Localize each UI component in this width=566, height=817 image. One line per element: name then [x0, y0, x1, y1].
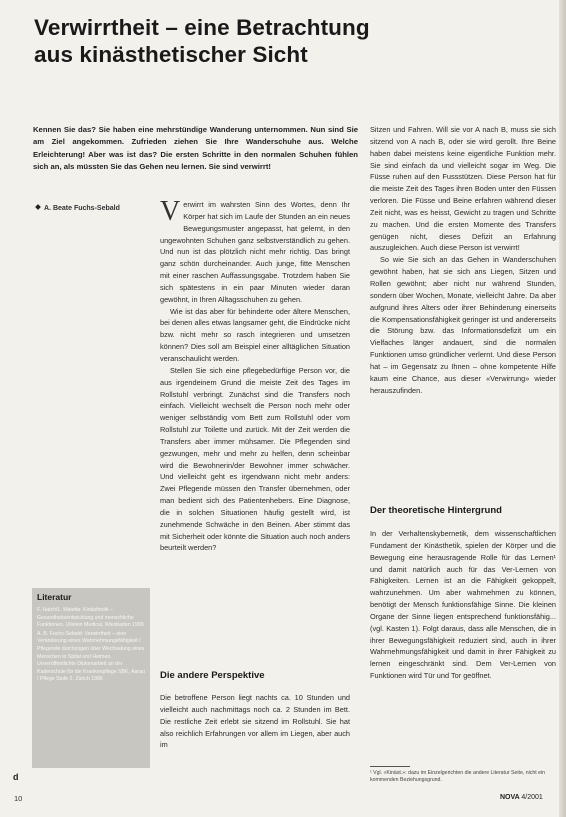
article-intro: Kennen Sie das? Sie haben eine mehrstündige Wanderung unternommen. Nun sind Sie am Ziel angekommen. Zufrieden ziehen Sie Ihre Wanderschuhe aus. Welche Erleichterung! Aber was ist das? Die ersten Schritte in den normalen Schuhen fühlen sich an, als müssten Sie das Gehen neu lernen. Sie sind verwirrt! [33, 125, 358, 171]
drop-cap: V [160, 196, 181, 227]
paragraph [160, 196, 350, 306]
literature-heading: Literatur [37, 592, 72, 602]
section-heading-perspective: Die andere Perspektive [160, 670, 265, 681]
page-edge [559, 0, 566, 817]
paragraph: Die betroffene Person liegt nachts ca. 10 Stunden und vielleicht auch nachmittags noch ca. 2 Stunden im Bett. Die restliche Zeit erlebt sie sitzend im Rollstuhl. Sie hat also reichlich Erfahrungen vor allem im Liegen, aber auch im [160, 693, 350, 750]
paragraph: So wie Sie sich an das Gehen in Wanderschuhen gewöhnt haben, hat sie sich ans Liegen, Sitzen und Rollen gewöhnt; aber nicht nur während Stunden, sondern über Wochen, Monate, vielleicht Jahre. Da aber aufgrund ihres Alters oder ihrer Behinderung einerseits die Kompensationsfähigkeit geringer ist und andererseits die Störung bzw. das Informationsdefizit um ein Vielfaches länger andauert, sind die normalen Funktionen umso gründlicher verlernt. Und diese Person hat – im Gegensatz zu Ihnen – ohne kompetente Hilfe kaum eine Chance, aus dieser «Verwirrung» wieder herauszufinden. [370, 255, 556, 395]
author-byline [36, 204, 154, 214]
brand-name: NOVA [500, 794, 520, 801]
body-column-right-lower [370, 528, 556, 682]
brand-issue: 4/2001 [521, 794, 543, 801]
magazine-brand [500, 794, 543, 801]
body-column-middle-lower [160, 692, 350, 751]
byline-bullet-icon [35, 204, 41, 210]
paragraph: Wie ist das aber für behinderte oder ältere Menschen, bei denen alles etwas langsamer geht, die Eindrücke nicht bzw. nicht mehr so rasch integrieren und umsetzen können? Dies soll am Beispiel einer alltäglichen Situation veranschaulicht werden. [160, 306, 350, 363]
section-heading-hintergrund: Der theoretische Hintergrund [370, 505, 502, 516]
literature-item: A. B. Fuchs-Sebald: Verwirrtheit – eine Veränderung eines Wahrnehmungsfähigkeit / Pflegende durchzogen über Wechselung eines Menschen in Spital und Heimen. Unveröffentlichte Diplomarbeit an der Kaderschule für die Krankenpflege SBK, Aarau / Pflege Stufe 2, Zürich 1996 [37, 630, 145, 683]
paragraph-text: erwirrt im wahrsten Sinn des Wortes, denn Ihr Körper hat sich im Laufe der Stunden an ein neues Bewegungsmuster angepasst, hat gelernt, in den ungewohnten Schuhen ganz selbstverständlich zu gehen. Und nun ist das plötzlich nicht mehr richtig. Das bringt ganz schön durcheinander. Auch junge, fitte Menschen mit einer raschen Auffassungsgabe. Trotzdem haben Sie sich spätestens in ein paar Minuten wieder daran gewöhnt, in Ihren Alltagsschuhen zu gehen. [160, 200, 350, 304]
paragraph: In der Verhaltenskybernetik, dem wissenschaftlichen Fundament der Kinästhetik, spielen der Körper und die Bewegung eine herausragende Rolle für das Lernen¹ und damit natürlich auch für das Ver-Lernen von Fähigkeiten. Lernen ist an die Fähigkeit gekoppelt, wahrzunehmen. Um aber wahrnehmen zu können, benötigt der Mensch funktionsfähige Sinne. Die kleinen Organe der Sinne liegen entsprechend funktionsfähig... (vgl. Kasten 1). Folgt daraus, dass alle Menschen, die in ihrer Bewegungsfähigkeit reduziert sind, auch in ihrer Wahrnehmungsfähigkeit und damit in ihrer Fähigkeit zu lernen eingeschränkt sind. Dem Ver-Lernen von Funktionen wird Tür und Tor geöffnet. [370, 529, 556, 681]
literature-item: F. Hatch/L. Maietta: Kinästhetik – Gesundheitsentwicklung und menschliche Funktionen. Ullstein Medical, Wiesbaden 1999 [37, 607, 144, 629]
literature-list [37, 607, 147, 685]
body-column-middle [160, 196, 350, 554]
literature-box [32, 588, 150, 768]
body-column-right [370, 124, 556, 396]
footnote-divider [370, 766, 410, 767]
page-number: 10 [14, 794, 23, 803]
corner-mark: d [13, 772, 19, 782]
paragraph: Stellen Sie sich eine pflegebedürftige Person vor, die aus irgendeinem Grund die meiste Zeit des Tages im Rollstuhl verbringt. Zunächst sind die Transfers noch einfach. Vielleicht wechselt die Person noch mehr oder weniger selbständig vom Bett zum Rollstuhl oder vom Rollstuhl zur Toilette und zurück. Mit der Zeit werden die Transfers aber immer mühsamer. Die Pflegenden sind gezwungen, mehr und mehr zu helfen, denn scheinbar wird die Bewohnerin/der Bewohner immer schwächer. Und vielleicht geht es irgendwann nicht mehr anders: Zwei Pflegende müssen den Transfer übernehmen, oder man bedient sich des Patientenhebers. Eine Diagnose, die in solchen Situationen häufig gestellt wird, ist zunehmende Schwäche in den Beinen. Aber stimmt das mit Sicherheit oder könnte die Situation auch noch anders beurteilt werden? [160, 365, 350, 553]
footnote: ¹ Vgl. «Kinäst.»: dazu im Einzelgerichten die andere Literatur Seite, nicht ein kommenden Beziehungsgrund. [370, 770, 546, 783]
title-line-1: Verwirrtheit – eine Betrachtung [34, 15, 370, 40]
author-name: A. Beate Fuchs-Sebald [44, 205, 120, 212]
article-title [34, 14, 554, 68]
title-line-2: aus kinästhetischer Sicht [34, 42, 308, 67]
paragraph: Sitzen und Fahren. Will sie vor A nach B, muss sie sich sitzend von A nach B, oder sie wird gerollt. Ihre Beine haben dabei meistens keine eigentliche Funktion mehr. Sie sind einfach da und vielleicht sogar im Weg. Die Füsse ruhen auf den Fussstützen. Diese Person hat für die meiste Zeit des Tages ihren Boden unter den Füssen verloren. Die Füsse und Beine erfahren während dieser Zeit nicht, was es heisst, Gewicht zu tragen und Schritte zu machen. Und die ersten Momente des Transfers genügen nicht, dieses Defizit an Erfahrung auszugleichen. Auch diese Person ist verwirrt! [370, 125, 556, 253]
